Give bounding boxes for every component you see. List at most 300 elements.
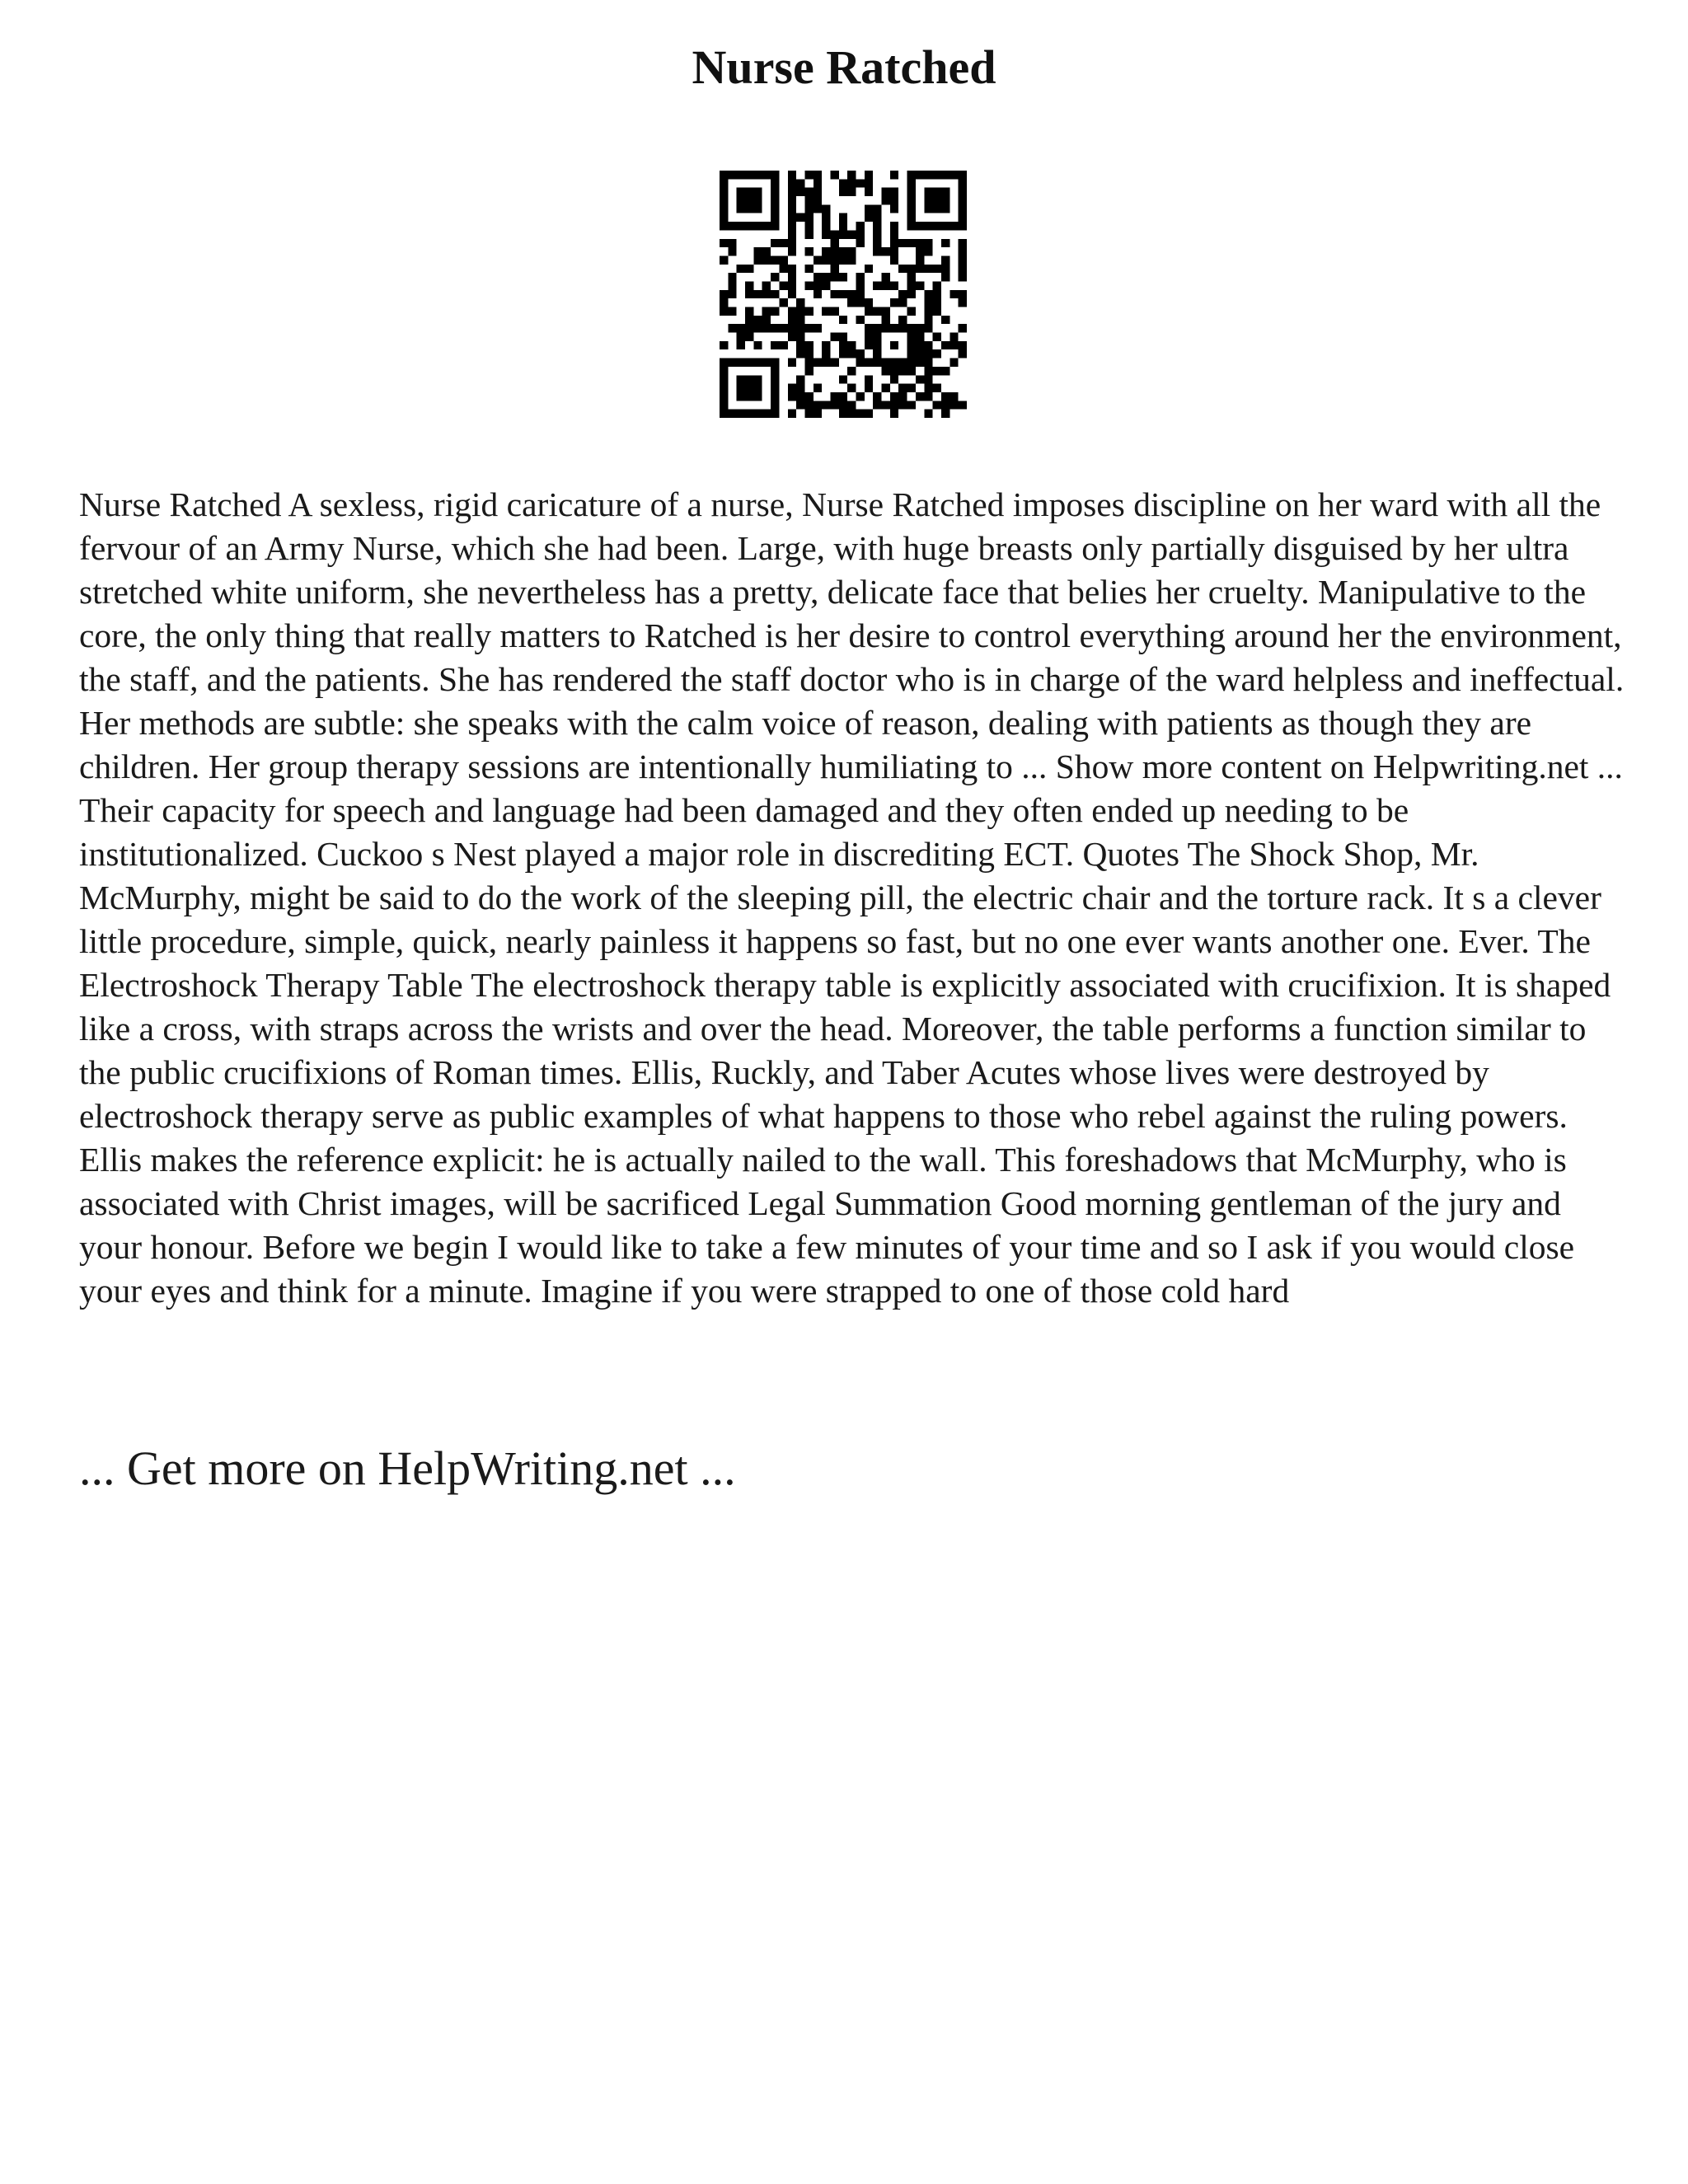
qr-module: [916, 222, 924, 230]
qr-module: [924, 290, 932, 298]
qr-module: [873, 281, 881, 289]
qr-module: [865, 324, 873, 332]
qr-module: [788, 230, 796, 238]
qr-module: [882, 196, 890, 204]
qr-module: [720, 239, 728, 247]
qr-module: [796, 316, 804, 324]
qr-module: [847, 247, 856, 255]
qr-module: [916, 333, 924, 341]
qr-module: [890, 281, 898, 289]
qr-module: [924, 375, 932, 383]
qr-module: [737, 265, 745, 273]
qr-module: [788, 204, 796, 213]
qr-module: [839, 290, 847, 298]
qr-module: [865, 179, 873, 187]
qr-module: [890, 375, 898, 383]
qr-module: [959, 213, 967, 222]
qr-module: [847, 341, 856, 349]
qr-module: [882, 359, 890, 367]
qr-module: [822, 359, 830, 367]
qr-module: [814, 324, 822, 332]
qr-module: [873, 204, 881, 213]
qr-module: [907, 213, 916, 222]
qr-module: [737, 222, 745, 230]
qr-module: [916, 341, 924, 349]
qr-module: [804, 281, 813, 289]
qr-module: [720, 341, 728, 349]
qr-module: [788, 222, 796, 230]
qr-module: [865, 359, 873, 367]
qr-module: [839, 179, 847, 187]
qr-module: [788, 273, 796, 281]
qr-module: [924, 265, 932, 273]
qr-module: [933, 171, 941, 179]
qr-module: [882, 401, 890, 409]
qr-module: [941, 367, 950, 375]
qr-module: [728, 290, 736, 298]
qr-module: [737, 196, 745, 204]
qr-module: [804, 401, 813, 409]
qr-module: [950, 333, 958, 341]
qr-code-icon[interactable]: [720, 171, 967, 418]
qr-module: [924, 367, 932, 375]
qr-module: [933, 401, 941, 409]
qr-module: [788, 359, 796, 367]
qr-module: [941, 273, 950, 281]
qr-module: [796, 298, 804, 307]
qr-module: [822, 247, 830, 255]
qr-module: [907, 367, 916, 375]
get-more-link[interactable]: ... Get more on HelpWriting.net ...: [79, 1441, 736, 1495]
qr-module: [788, 392, 796, 401]
qr-module: [804, 410, 813, 418]
qr-module: [890, 367, 898, 375]
qr-module: [753, 196, 762, 204]
qr-module: [737, 333, 745, 341]
qr-module: [788, 247, 796, 255]
qr-module: [839, 341, 847, 349]
qr-module: [907, 222, 916, 230]
qr-module: [830, 171, 838, 179]
qr-module: [796, 324, 804, 332]
qr-module: [890, 239, 898, 247]
qr-module: [788, 179, 796, 187]
qr-module: [762, 281, 771, 289]
qr-module: [890, 341, 898, 349]
qr-module: [959, 298, 967, 307]
qr-module: [924, 324, 932, 332]
qr-module: [856, 281, 865, 289]
qr-module: [745, 410, 753, 418]
qr-module: [882, 367, 890, 375]
qr-module: [916, 392, 924, 401]
qr-module: [959, 401, 967, 409]
qr-module: [839, 392, 847, 401]
qr-module: [804, 392, 813, 401]
qr-module: [728, 239, 736, 247]
qr-module: [728, 410, 736, 418]
qr-module: [753, 255, 762, 264]
qr-module: [959, 290, 967, 298]
qr-module: [950, 290, 958, 298]
qr-module: [907, 204, 916, 213]
qr-module: [796, 341, 804, 349]
qr-module: [753, 290, 762, 298]
qr-module: [771, 222, 779, 230]
qr-module: [856, 349, 865, 358]
qr-module: [745, 384, 753, 392]
qr-module: [822, 273, 830, 281]
qr-module: [788, 171, 796, 179]
qr-module: [924, 307, 932, 316]
qr-module: [804, 204, 813, 213]
qr-module: [856, 316, 865, 324]
qr-module: [873, 230, 881, 238]
qr-module: [933, 204, 941, 213]
qr-module: [933, 222, 941, 230]
qr-module: [898, 401, 907, 409]
qr-module: [941, 410, 950, 418]
qr-module: [898, 265, 907, 273]
qr-module: [788, 281, 796, 289]
qr-module: [720, 213, 728, 222]
qr-module: [796, 307, 804, 316]
qr-module: [788, 333, 796, 341]
qr-module: [933, 281, 941, 289]
qr-module: [924, 247, 932, 255]
qr-module: [814, 359, 822, 367]
qr-module: [753, 222, 762, 230]
qr-module: [737, 375, 745, 383]
paragraph-1: Nurse Ratched A sexless, rigid caricature of a nurse, Nurse Ratched imposes discipline on her ward with all the fervour of an Army Nurse, which she had been. Large, with huge breasts only partially disguised by her ultra stretched white uniform, she nevertheless has a pretty, delicate face that belies her cruelty. Manipulative to the core, the only thing that really matters to Ratched is her desire to control everything around her the environment, the staff, and the patients. She has rendered the staff doctor who is in charge of the ward helpless and ineffectual. Her methods are subtle: she speaks with the calm voice of reason, dealing with patients as though they are children. Her group therapy sessions are intentionally humiliating to ... Show more content on Helpwriting.net ...: [79, 485, 1625, 785]
qr-module: [959, 188, 967, 196]
qr-module: [771, 213, 779, 222]
qr-module: [865, 384, 873, 392]
qr-module: [959, 222, 967, 230]
qr-module: [916, 239, 924, 247]
qr-module: [771, 179, 779, 187]
qr-module: [814, 281, 822, 289]
qr-module: [839, 188, 847, 196]
qr-module: [814, 179, 822, 187]
qr-module: [753, 324, 762, 332]
qr-module: [959, 255, 967, 264]
qr-module: [898, 367, 907, 375]
qr-module: [720, 204, 728, 213]
qr-module: [924, 392, 932, 401]
qr-module: [771, 188, 779, 196]
qr-module: [865, 410, 873, 418]
qr-module: [830, 230, 838, 238]
qr-module: [814, 196, 822, 204]
qr-module: [720, 171, 728, 179]
qr-module: [822, 213, 830, 222]
qr-module: [907, 239, 916, 247]
qr-module: [720, 307, 728, 316]
qr-module: [804, 171, 813, 179]
qr-module: [950, 222, 958, 230]
qr-module: [745, 265, 753, 273]
qr-module: [762, 359, 771, 367]
qr-module: [950, 171, 958, 179]
qr-module: [804, 367, 813, 375]
qr-module: [865, 307, 873, 316]
qr-module: [882, 281, 890, 289]
qr-module: [907, 324, 916, 332]
qr-module: [753, 204, 762, 213]
qr-module: [924, 196, 932, 204]
qr-module: [796, 349, 804, 358]
qr-module: [745, 204, 753, 213]
qr-module: [959, 171, 967, 179]
qr-module: [865, 213, 873, 222]
qr-module: [737, 171, 745, 179]
qr-module: [839, 213, 847, 222]
qr-module: [771, 384, 779, 392]
qr-module: [916, 171, 924, 179]
qr-module: [924, 410, 932, 418]
qr-module: [771, 196, 779, 204]
qr-module: [720, 196, 728, 204]
qr-module: [788, 384, 796, 392]
qr-module: [753, 384, 762, 392]
qr-module: [907, 349, 916, 358]
qr-module: [804, 341, 813, 349]
qr-module: [822, 281, 830, 289]
qr-module: [804, 265, 813, 273]
qr-module: [916, 265, 924, 273]
qr-module: [753, 359, 762, 367]
qr-module: [788, 188, 796, 196]
qr-module: [907, 196, 916, 204]
qr-module: [890, 324, 898, 332]
qr-module: [779, 239, 787, 247]
qr-module: [950, 359, 958, 367]
qr-module: [804, 307, 813, 316]
qr-module: [753, 188, 762, 196]
qr-module: [779, 298, 787, 307]
qr-module: [762, 290, 771, 298]
qr-module: [796, 384, 804, 392]
qr-module: [865, 298, 873, 307]
qr-module: [959, 196, 967, 204]
qr-module: [959, 265, 967, 273]
qr-module: [933, 290, 941, 298]
qr-module: [847, 349, 856, 358]
qr-module: [847, 410, 856, 418]
qr-module: [745, 359, 753, 367]
qr-module: [788, 239, 796, 247]
qr-module: [865, 265, 873, 273]
qr-module: [933, 196, 941, 204]
qr-module: [830, 247, 838, 255]
qr-module: [890, 222, 898, 230]
qr-module: [771, 392, 779, 401]
qr-module: [890, 410, 898, 418]
qr-module: [814, 401, 822, 409]
qr-module: [814, 410, 822, 418]
page-title: Nurse Ratched: [692, 40, 996, 94]
qr-module: [856, 239, 865, 247]
qr-module: [771, 273, 779, 281]
qr-module: [898, 359, 907, 367]
qr-module: [873, 213, 881, 222]
qr-module: [762, 307, 771, 316]
qr-module: [950, 401, 958, 409]
qr-module: [839, 333, 847, 341]
qr-module: [822, 204, 830, 213]
qr-module: [847, 230, 856, 238]
qr-module: [804, 196, 813, 204]
qr-module: [788, 307, 796, 316]
qr-module: [839, 410, 847, 418]
qr-module: [924, 384, 932, 392]
qr-module: [830, 239, 838, 247]
qr-module: [916, 349, 924, 358]
qr-module: [916, 324, 924, 332]
qr-module: [771, 359, 779, 367]
qr-module: [804, 188, 813, 196]
qr-module: [814, 188, 822, 196]
qr-module: [753, 247, 762, 255]
qr-module: [933, 333, 941, 341]
qr-module: [847, 179, 856, 187]
qr-module: [720, 255, 728, 264]
qr-module: [865, 333, 873, 341]
qr-module: [890, 171, 898, 179]
qr-module: [745, 222, 753, 230]
qr-module: [873, 401, 881, 409]
qr-module: [814, 255, 822, 264]
qr-module: [933, 265, 941, 273]
qr-module: [728, 281, 736, 289]
qr-module: [907, 333, 916, 341]
qr-module: [745, 188, 753, 196]
qr-module: [959, 341, 967, 349]
qr-module: [890, 188, 898, 196]
qr-module: [753, 171, 762, 179]
qr-module: [933, 384, 941, 392]
qr-module: [737, 410, 745, 418]
qr-module: [882, 247, 890, 255]
qr-module: [890, 392, 898, 401]
qr-module: [728, 324, 736, 332]
qr-module: [924, 316, 932, 324]
qr-module: [941, 171, 950, 179]
qr-module: [941, 341, 950, 349]
qr-module: [924, 171, 932, 179]
qr-module: [737, 324, 745, 332]
qr-module: [950, 392, 958, 401]
qr-module: [753, 375, 762, 383]
qr-module: [941, 222, 950, 230]
qr-module: [916, 247, 924, 255]
qr-module: [822, 341, 830, 349]
qr-module: [745, 324, 753, 332]
qr-module: [771, 204, 779, 213]
qr-module: [847, 171, 856, 179]
qr-module: [796, 213, 804, 222]
qr-module: [916, 281, 924, 289]
qr-module: [830, 333, 838, 341]
qr-module: [941, 316, 950, 324]
qr-module: [814, 204, 822, 213]
qr-module: [856, 290, 865, 298]
qr-module: [847, 367, 856, 375]
qr-module: [898, 239, 907, 247]
qr-module: [779, 265, 787, 273]
qr-module: [941, 196, 950, 204]
qr-module: [890, 247, 898, 255]
qr-module: [728, 307, 736, 316]
qr-module: [924, 188, 932, 196]
qr-module: [830, 392, 838, 401]
qr-module: [720, 392, 728, 401]
qr-module: [804, 359, 813, 367]
qr-module: [941, 188, 950, 196]
qr-module: [882, 384, 890, 392]
qr-module: [959, 273, 967, 281]
qr-module: [890, 196, 898, 204]
qr-module: [873, 247, 881, 255]
qr-module: [907, 290, 916, 298]
qr-module: [865, 171, 873, 179]
qr-module: [753, 392, 762, 401]
qr-module: [762, 324, 771, 332]
qr-module: [933, 188, 941, 196]
qr-module: [933, 298, 941, 307]
qr-module: [873, 222, 881, 230]
qr-module: [941, 239, 950, 247]
qr-module: [933, 349, 941, 358]
qr-module: [745, 307, 753, 316]
qr-module: [847, 188, 856, 196]
qr-module: [933, 367, 941, 375]
qr-module: [796, 392, 804, 401]
qr-module: [737, 384, 745, 392]
qr-module: [830, 265, 838, 273]
qr-module: [907, 401, 916, 409]
qr-module: [788, 290, 796, 298]
qr-module: [737, 204, 745, 213]
qr-module: [771, 324, 779, 332]
qr-module: [728, 222, 736, 230]
qr-module: [950, 341, 958, 349]
qr-module: [830, 290, 838, 298]
qr-module: [890, 359, 898, 367]
paragraph-2: Their capacity for speech and language had been damaged and they often ended up needing to be institutionalized. Cuckoo s Nest played a major role in discrediting ECT. Quotes The Shock Shop, Mr. McMurphy, might be said to do the work of the sleeping pill, the electric chair and the torture rack. It s a clever little procedure, simple, quick, nearly painless it happens so fast, but no one ever wants another one. Ever. The Electroshock Therapy Table The electroshock therapy table is explicitly associated with crucifixion. It is shaped like a cross, with straps across the wrists and over the head. Moreover, the table performs a function similar to the public crucifixions of Roman times. Ellis, Ruckly, and Taber Acutes whose lives were destroyed by electroshock therapy serve as public examples of what happens to those who rebel against the ruling powers. Ellis makes the reference explicit: he is actually nailed to the wall. This foreshadows that McMurphy, who is associated with Christ images, will be sacrificed Legal Summation Good morning gentleman of the jury and your honour. Before we begin I would like to take a few minutes of your time and so I ask if you would close your eyes and think for a minute. Imagine if you were strapped to one of those cold hard: [79, 791, 1611, 1310]
qr-module: [779, 324, 787, 332]
qr-module: [788, 410, 796, 418]
qr-module: [737, 359, 745, 367]
qr-module: [814, 384, 822, 392]
qr-module: [822, 255, 830, 264]
qr-module: [898, 298, 907, 307]
qr-module: [882, 316, 890, 324]
qr-module: [796, 188, 804, 196]
qr-module: [847, 298, 856, 307]
qr-module: [941, 392, 950, 401]
qr-module: [814, 171, 822, 179]
qr-module: [804, 324, 813, 332]
qr-module: [907, 384, 916, 392]
qr-module: [822, 307, 830, 316]
qr-module: [890, 204, 898, 213]
qr-module: [720, 410, 728, 418]
qr-module: [771, 171, 779, 179]
qr-module: [771, 367, 779, 375]
qr-module: [822, 222, 830, 230]
